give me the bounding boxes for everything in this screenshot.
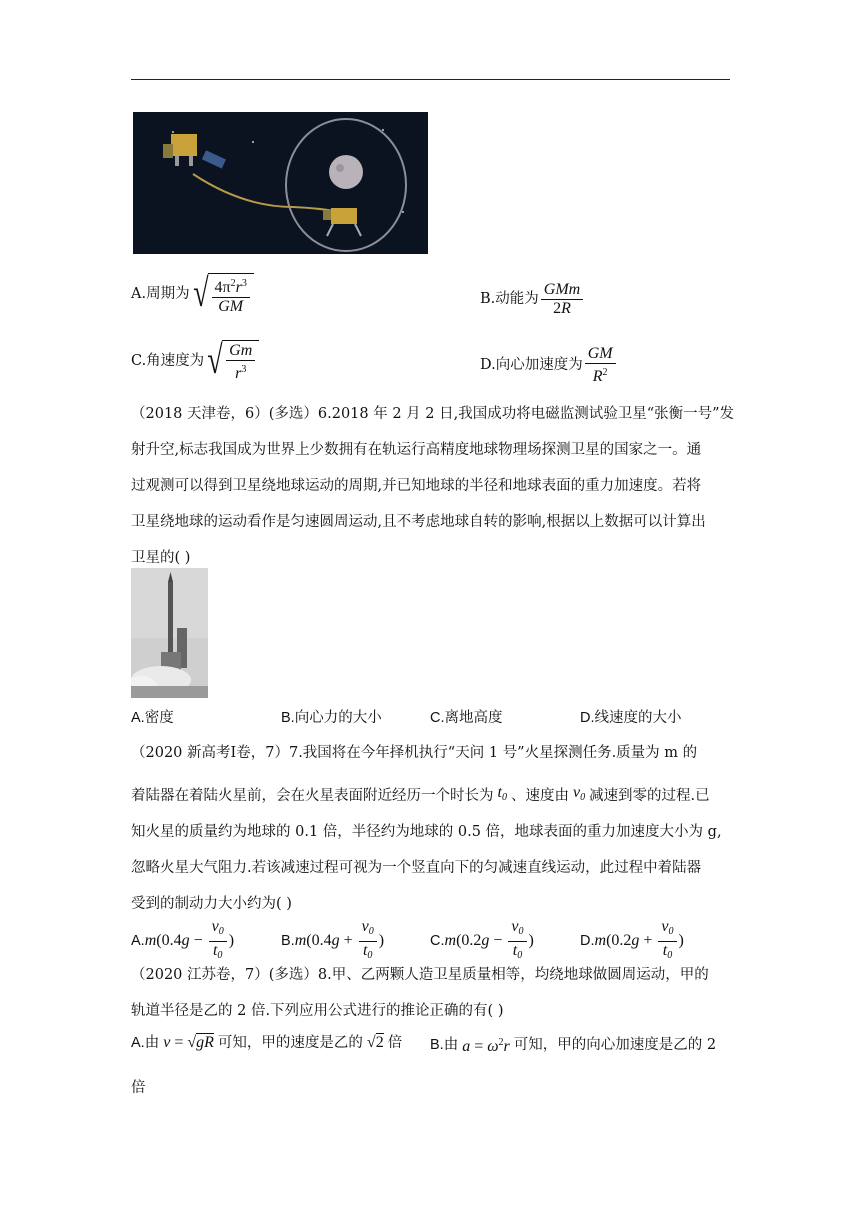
centripetal-accel-formula: $\frac{GM}{R^2}$ [585,346,616,385]
option-d [480,346,618,385]
velocity-formula: v = √gR [163,1034,214,1051]
q7-option-d-label: D. [580,933,595,950]
q7-line-2b: 、速度由 [510,787,569,804]
q8-option-a [131,1036,402,1051]
q6-option-b: B.向心力的大小 [281,710,382,726]
q8-option-b-mid: 可知，甲的向心加速度是乙的 2 [513,1037,717,1053]
q7-line-2a: 着陆器在着陆火星前，会在火星表面附近经历一个时长为 [131,787,494,804]
option-b-label: B.动能为 [480,291,539,308]
accel-formula: $a = \omega^2r$ [462,1037,510,1055]
option-b [480,282,585,317]
q7-line-1: （2020 新高考Ⅰ卷，7）7.我国将在今年择机执行“天问 1 号”火星探测任务.质量为 m 的 [131,745,698,761]
q6-option-d: D.线速度的大小 [580,710,682,726]
q6-option-a: A.密度 [131,710,174,726]
sqrt2-symbol: √2 [366,1034,384,1051]
q8-line-1: （2020 江苏卷，7）(多选）8.甲、乙两颗人造卫星质量相等，均绕地球做圆周运动，甲的 [131,967,709,983]
q6-option-c: C.离地高度 [430,710,503,726]
q8-option-a-pre: A.由 [131,1035,160,1051]
option-a [131,270,254,315]
header-rule [131,79,730,80]
v0-symbol: $v_0$ [572,784,586,803]
kinetic-energy-formula: $\frac{\text{GMm}}{2R}$ [541,282,583,317]
q6-line-5: 卫星的( ) [131,550,191,566]
force-formula-d: m(0.2g + $\frac{v_0}{t_0}$ ) [594,918,684,961]
q8-option-b-wrap: 倍 [131,1080,146,1096]
q8-option-b [430,1036,716,1055]
q8-line-2: 轨道半径是乙的 2 倍.下列应用公式进行的推论正确的有( ) [131,1003,504,1019]
q7-option-a-label: A. [131,933,145,950]
q7-line-4: 忽略火星大气阻力.若该减速过程可视为一个竖直向下的匀减速直线运动，此过程中着陆器 [131,860,702,876]
force-formula-a: m(0.4g − $\frac{v_0}{t_0}$ ) [144,918,235,961]
q8-option-a-mid: 可知，甲的速度是乙的 [217,1035,363,1051]
q7-line-5: 受到的制动力大小约为( ) [131,896,292,912]
q6-line-2: 射升空,标志我国成为世界上少数拥有在轨运行高精度地球物理场探测卫星的国家之一。通 [131,442,702,458]
q8-option-a-post: 倍 [387,1035,403,1051]
angular-velocity-formula: √ $\frac{Gm}{r^3}$ [204,340,259,382]
q8-option-b-pre: B.由 [430,1037,459,1053]
rocket-launch-photo [131,568,208,698]
q6-line-1: （2018 天津卷，6）(多选）6.2018 年 2 月 2 日,我国成功将电磁监测试验卫星“张衡一号”发 [131,406,735,422]
q7-line-2 [131,786,710,806]
q7-line-3: 知火星的质量约为地球的 0.1 倍，半径约为地球的 0.5 倍，地球表面的重力加速度大小为 g, [131,824,722,840]
force-formula-c: m(0.2g − $\frac{v_0}{t_0}$ ) [444,918,534,961]
q7-option-d [580,919,684,964]
q7-line-2c: 减速到零的过程.已 [589,787,710,804]
q7-option-b [281,919,384,964]
q7-option-c [430,919,534,964]
option-a-label: A.周期为 [131,285,190,302]
q7-option-b-label: B. [281,933,295,950]
option-c [131,337,259,382]
period-formula: √ $\frac{4\pi^2r^3}{GM}$ [190,273,254,315]
q6-line-3: 过观测可以得到卫星绕地球运动的周期,并已知地球的半径和地球表面的重力加速度。若将 [131,478,702,494]
option-d-label: D.向心加速度为 [480,357,583,374]
force-formula-b: m(0.4g + $\frac{v_0}{t_0}$ ) [294,918,385,961]
t0-symbol: $t_0$ [497,784,507,803]
q6-line-4: 卫星绕地球的运动看作是匀速圆周运动,且不考虑地球自转的影响,根据以上数据可以计算出 [131,514,706,530]
option-c-label: C.角速度为 [131,352,205,369]
lunar-orbit-photo [133,112,428,254]
q7-option-c-label: C. [430,933,445,950]
q7-option-a [131,919,234,964]
